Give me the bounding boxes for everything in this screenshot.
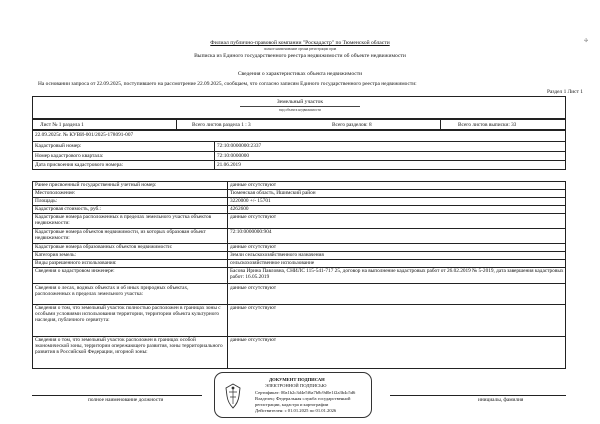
scan-mark: ✢ <box>584 39 589 44</box>
section-label: Раздел 1 Лист 1 <box>547 89 583 95</box>
natural-objects-label: Сведения о лесах, водных объектах и об иных природных объектах, расположенных в пределах земельного участка: <box>35 285 189 298</box>
permitted-use-value: сельскохозяйственное использование <box>230 260 315 266</box>
assign-date-value: 21.06.2019 <box>217 162 241 168</box>
office-sub: полное наименование органа регистрации прав <box>263 47 337 51</box>
object-type: Земельный участок <box>240 99 360 107</box>
natural-objects-value: данные отсутствуют <box>230 285 277 291</box>
special-zone-value: данные отсутствуют <box>230 305 277 311</box>
location-value: Тюменская область, Ишимский район <box>230 190 316 196</box>
request-line: На основании запроса от 22.09.2025, поступившего на рассмотрение 22.09.2025, сообщаем, что согласно записям Единого государственного реестра недвижимости: <box>38 81 417 87</box>
location-label: Местоположение: <box>35 190 76 196</box>
economic-zone-value: данные отсутствуют <box>230 337 277 343</box>
assign-date-label: Дата присвоения кадастрового номера: <box>35 162 124 168</box>
document-subtitle: Сведения о характеристиках объекта недвижимости <box>237 71 363 77</box>
prev-number-value: данные отсутствуют <box>230 182 277 188</box>
name-label: инициалы, фамилия <box>478 397 524 403</box>
office-name: Филиал публично-правовой компании "Роскадастр" по Тюменской области <box>210 40 390 46</box>
special-zone-label: Сведения о том, что земельный участок полностью расположен в границах зоны с особыми условиями использования территории, территории объекта культурного наследия, публичного сервитута: <box>35 305 221 324</box>
total-sheets: Всего листов выписки: 33 <box>458 122 517 128</box>
stamp-line-1: ДОКУМЕНТ ПОДПИСАН <box>269 377 325 382</box>
area-value: 3220000 +/- 15701 <box>230 198 271 204</box>
request-reference: 22.09.2025г. № КУВИ-001/2025-178091-007 <box>35 132 134 138</box>
formed-objects-label: Кадастровые номера образованных объектов недвижимости: <box>35 244 173 250</box>
cadastral-number-label: Кадастровый номер: <box>35 143 82 149</box>
economic-zone-label: Сведения о том, что земельный участок расположен в границах особой экономической зоны, территории опережающего развития, зоны территориального развития в Российской Федерации, игорной зоны: <box>35 337 223 356</box>
row-divider <box>32 197 566 198</box>
engineer-value: Басова Ирина Павловна, СНИЛС 115-541-717 25, договор на выполнение кадастровых работ от 26.02.2019 № 5-2019, дата завершения кадастровых работ: 16.05.2019 <box>230 268 564 281</box>
permitted-use-label: Виды разрешенного использования: <box>35 260 117 266</box>
signature-line <box>390 395 566 396</box>
inner-objects-value: данные отсутствуют <box>230 214 277 220</box>
object-type-sub: вид объекта недвижимости <box>279 108 321 112</box>
row-divider <box>32 205 566 206</box>
stamp-line-4: Владелец: Федеральная служба государственной <box>255 396 351 401</box>
total-sections: Всего разделов: 8 <box>332 122 372 128</box>
stamp-line-6: Действителен: с 01.01.2025 по 01.01.2026 <box>255 408 337 413</box>
sheet-number: Лист № 1 раздела 1 <box>40 122 84 128</box>
electronic-signature-stamp <box>214 372 372 418</box>
document-title: Выписка из Единого государственного реестра недвижимости об объекте недвижимости <box>194 53 406 59</box>
prev-number-label: Ранее присвоенный государственный учетный номер: <box>35 182 157 188</box>
column-divider <box>214 141 215 170</box>
inner-objects-label: Кадастровые номера расположенных в пределах земельного участка объектов недвижимости: <box>35 214 212 227</box>
cadastral-quarter-label: Номер кадастрового квартала: <box>35 153 104 159</box>
row-divider <box>32 151 566 152</box>
area-label: Площадь: <box>35 198 58 204</box>
cadastral-number-value: 72:10:0000000:2337 <box>217 143 262 149</box>
coat-of-arms-icon <box>222 382 244 410</box>
formed-objects-value: данные отсутствуют <box>230 244 277 250</box>
stamp-line-3: Сертификат: 00a1b2c3d4e5f6a7b8c9d0e1f2a3b4c5d6 <box>255 390 356 395</box>
signature-line <box>32 395 202 396</box>
cadastral-quarter-value: 72:10:0000000 <box>217 153 250 159</box>
engineer-label: Сведения о кадастровом инженере: <box>35 268 115 274</box>
row-divider <box>32 160 566 161</box>
land-category-label: Категория земель: <box>35 252 76 258</box>
total-sheets-section: Всего листов раздела 1 : 3 <box>192 122 251 128</box>
sheet-divider <box>440 119 441 130</box>
position-label: полное наименование должности <box>88 397 164 403</box>
cadastral-value-value: 4262600 <box>230 206 249 212</box>
cadastral-value-label: Кадастровая стоимость, руб.: <box>35 206 102 212</box>
stamp-line-5: регистрации, кадастра и картографии <box>255 402 329 407</box>
source-objects-value: 72:10:0000000:904 <box>230 229 272 235</box>
land-category-value: Земли сельскохозяйственного назначения <box>230 252 324 258</box>
row-divider <box>32 283 566 284</box>
column-divider <box>227 181 228 369</box>
source-objects-label: Кадастровые номера объектов недвижимости, из которых образован объект недвижимости: <box>35 229 206 242</box>
sheet-divider <box>176 119 177 130</box>
stamp-line-2: ЭЛЕКТРОННОЙ ПОДПИСЬЮ <box>265 383 327 388</box>
row-divider <box>32 141 566 142</box>
